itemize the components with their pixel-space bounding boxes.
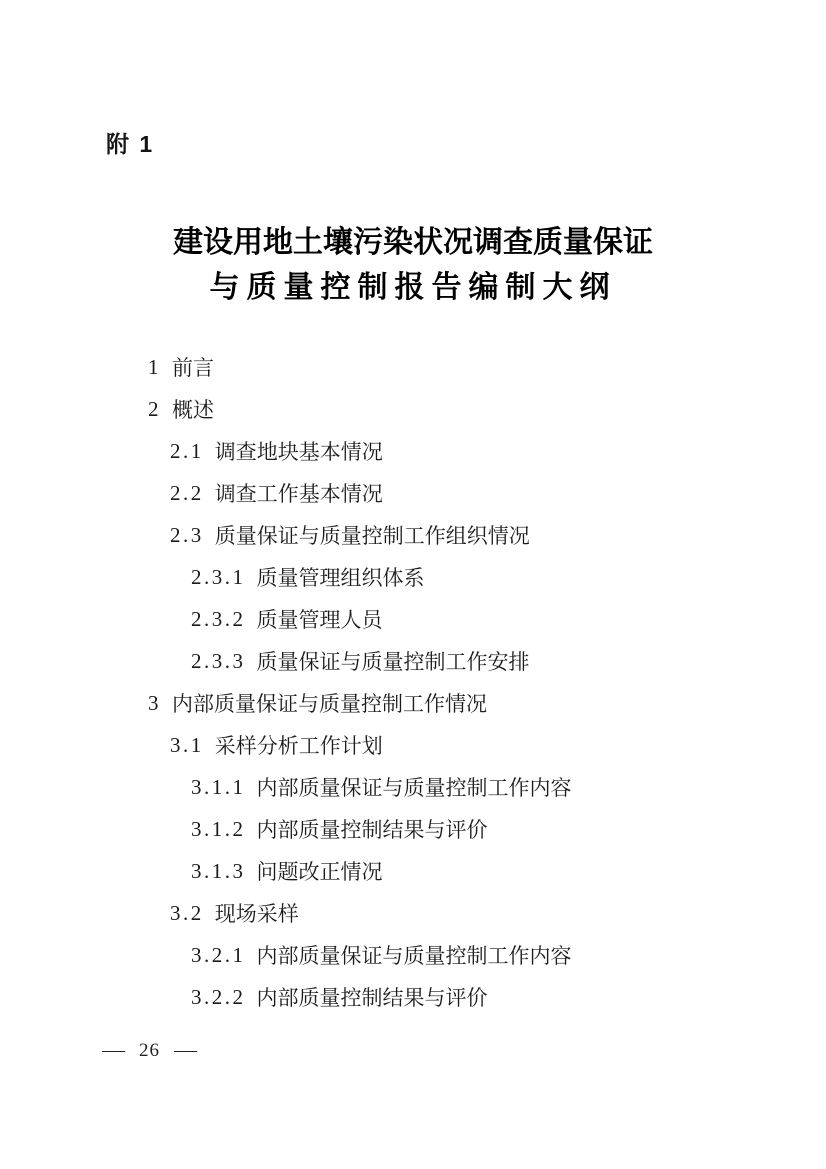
toc-item-label: 概述 [172,398,214,422]
footer-right-dash: — [174,1040,197,1061]
toc-item-label: 采样分析工作计划 [214,734,383,758]
toc-item-number: 2.3.3 [191,648,246,673]
toc-item [148,682,766,724]
toc-item [148,388,766,430]
toc-item [170,892,766,934]
document-title [0,220,826,310]
toc-item-label: 前言 [172,356,214,380]
toc-item [148,346,766,388]
toc-item [191,598,766,640]
toc-item-label: 质量管理组织体系 [256,566,425,590]
toc-item-label: 内部质量控制结果与评价 [256,818,488,842]
toc-item [191,808,766,850]
toc-item-number: 3.1.1 [191,774,246,799]
toc-item [191,556,766,598]
toc-item [191,976,766,1018]
toc-item-label: 内部质量保证与质量控制工作内容 [256,776,572,800]
page-footer [104,1040,195,1062]
document-title-line1: 建设用地土壤污染状况调查质量保证 [173,226,653,259]
toc-item-label: 质量保证与质量控制工作组织情况 [214,524,530,548]
toc-item-number: 3 [148,690,161,715]
toc-item-number: 2.3.2 [191,606,246,631]
toc-item-number: 2.1 [170,438,204,463]
toc-item-label: 内部质量保证与质量控制工作情况 [172,692,487,716]
toc-item-label: 现场采样 [214,902,299,926]
footer-left-dash: — [102,1040,125,1061]
toc-list [148,346,766,1018]
toc-item-number: 2.2 [170,480,204,505]
toc-item [170,430,766,472]
toc-item-label: 质量保证与质量控制工作安排 [256,650,530,674]
toc-item-number: 2 [148,396,161,421]
toc-item-label: 调查地块基本情况 [214,440,383,464]
toc-item [170,514,766,556]
page-number: 26 [139,1040,160,1061]
attachment-label: 附 1 [106,131,155,157]
toc-item-number: 3.1.3 [191,858,246,883]
toc-item-number: 2.3 [170,522,204,547]
toc-item [191,766,766,808]
toc-item [170,724,766,766]
toc-item-number: 3.1 [170,732,204,757]
toc-item-number: 3.2.1 [191,942,246,967]
toc-item [170,472,766,514]
toc-item-number: 3.2.2 [191,984,246,1009]
toc-item-label: 质量管理人员 [256,608,383,632]
toc-item [191,640,766,682]
toc-item-label: 调查工作基本情况 [214,482,383,506]
document-title-line2: 与质量控制报告编制大纲 [209,271,617,304]
toc-item-label: 问题改正情况 [256,860,383,884]
toc-item-number: 1 [148,354,161,379]
toc-item-label: 内部质量控制结果与评价 [256,986,488,1010]
toc-item-number: 3.2 [170,900,204,925]
toc-item [191,850,766,892]
toc-item-number: 2.3.1 [191,564,246,589]
toc-item [191,934,766,976]
toc-item-number: 3.1.2 [191,816,246,841]
toc-item-label: 内部质量保证与质量控制工作内容 [256,944,572,968]
